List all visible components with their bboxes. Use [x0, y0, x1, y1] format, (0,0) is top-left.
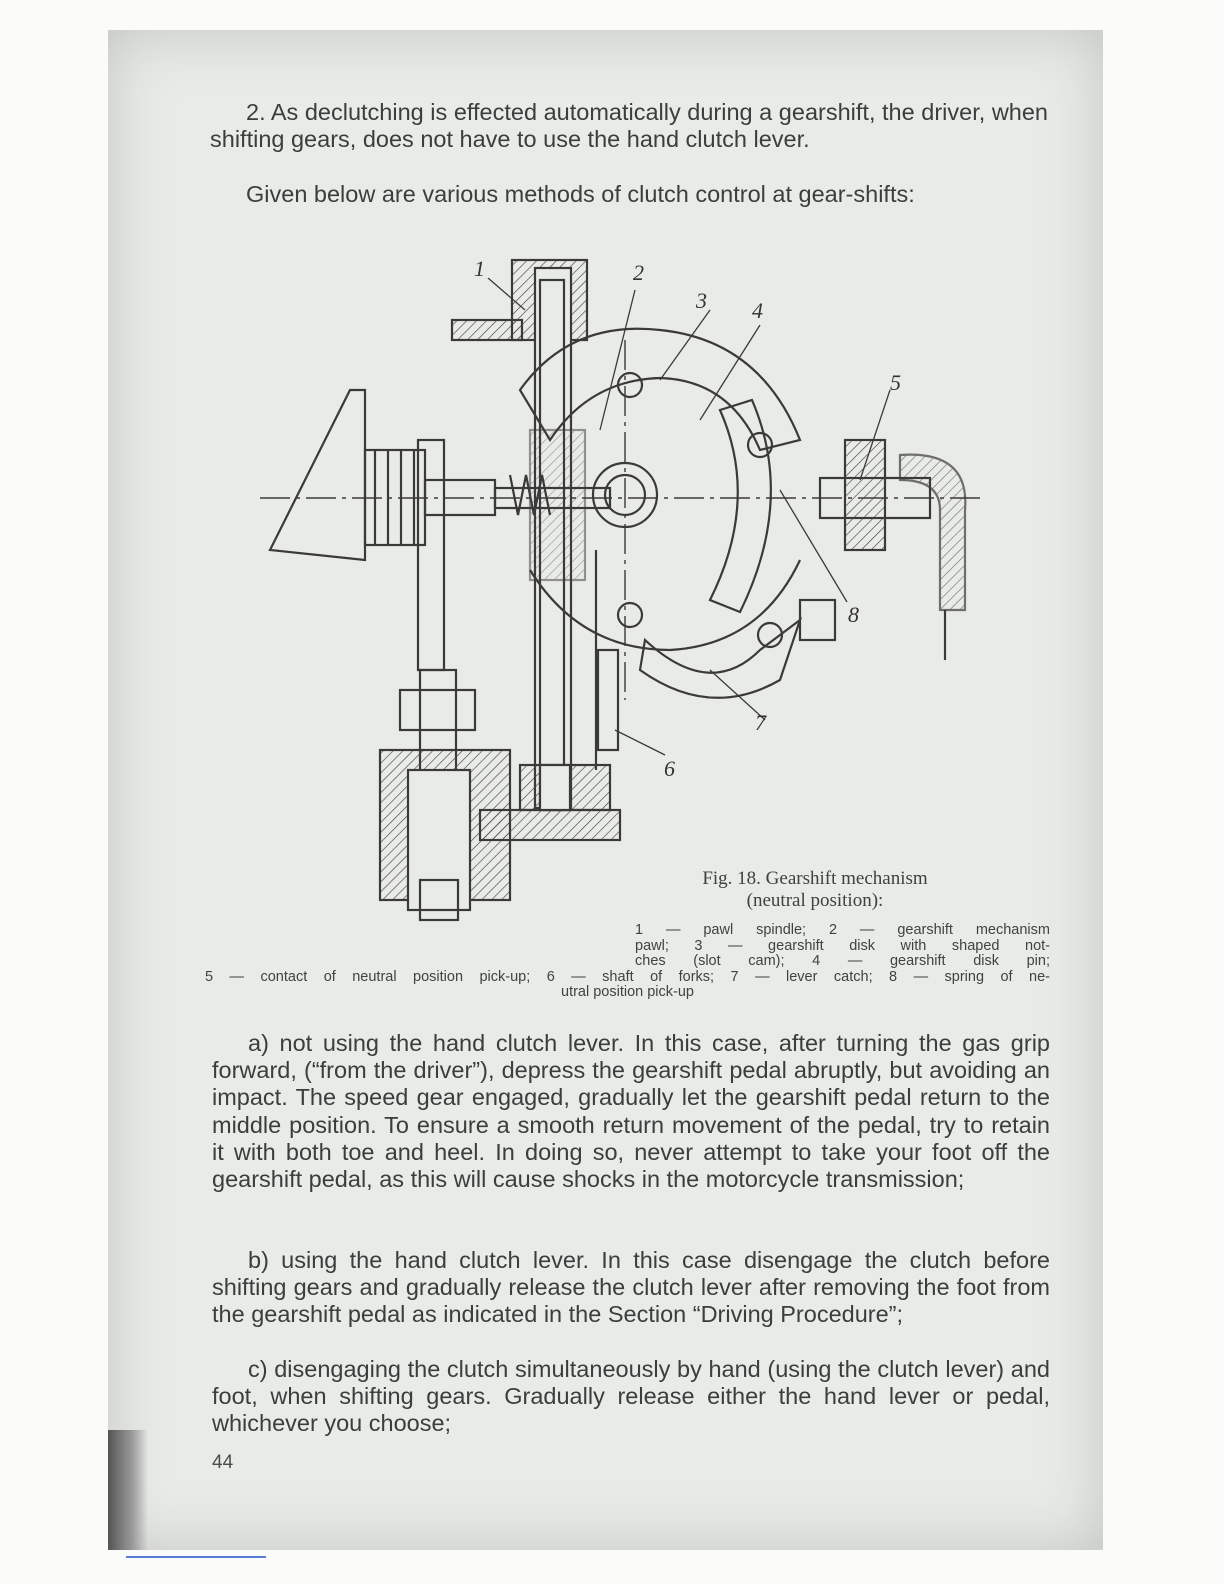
callout-7: 7 [755, 710, 766, 735]
callout-1: 1 [474, 256, 485, 281]
callout-3: 3 [696, 288, 707, 313]
callout-6: 6 [664, 756, 675, 781]
figure-caption-line-2: (neutral position): [746, 890, 884, 911]
page-shadow [108, 1430, 148, 1550]
paragraph-methods-intro [210, 181, 1048, 208]
gearshift-mechanism-figure [240, 250, 1000, 940]
paragraph-declutching [210, 99, 1048, 153]
paragraph-method-b [212, 1247, 1050, 1329]
legend-line: pawl; 3 — gearshift disk with shaped not- [635, 937, 1050, 954]
paragraph-method-c-text: c) disengaging the clutch simultaneously by hand (using the clutch lever) and foot, when shifting gears. Gradually release either the hand lever or pedal, whichever you choose; [212, 1356, 1050, 1437]
callout-2: 2 [633, 260, 644, 285]
callout-5: 5 [890, 370, 901, 395]
figure-caption-line-1: Fig. 18. Gearshift mechanism [702, 868, 928, 889]
paragraph-declutching-text: 2. As declutching is effected automatically during a gearshift, the driver, when shifting gears, does not have to use the hand clutch lever. [210, 99, 1048, 153]
legend-line: utral position pick-up [561, 984, 694, 1000]
drawing-linework [260, 260, 980, 920]
legend-line: 1 — pawl spindle; 2 — gearshift mechanism [635, 922, 1050, 938]
legend-line: ches (slot cam); 4 — gearshift disk pin; [635, 953, 1050, 969]
callout-4: 4 [752, 298, 763, 323]
legend-line: 5 — contact of neutral position pick-up; 6 — shaft of forks; 7 — lever catch; 8 — spring of ne- [205, 968, 1050, 985]
paragraph-method-a-text: a) not using the hand clutch lever. In this case, after turning the gas grip forward, (“from the driver”), depress the gearshift pedal abruptly, but avoiding an impact. The speed gear engaged, gradually let the gearshift pedal return to the middle position. To ensure a smooth return movement of the pedal, try to retain it with both toe and heel. In doing so, never attempt to take your foot off the gearshift pedal, as this will cause shocks in the motorcycle transmission; [212, 1030, 1050, 1193]
paragraph-method-b-text: b) using the hand clutch lever. In this case disengage the clutch before shifting gears and gradually release the clutch lever after removing the foot from the gearshift pedal as indicated in the Section “Driving Procedure”; [212, 1247, 1050, 1328]
bottom-rule [126, 1556, 266, 1558]
paragraph-method-c [212, 1356, 1050, 1438]
figure-legend [205, 923, 1050, 1001]
page-number: 44 [212, 1452, 234, 1473]
paragraph-methods-intro-text: Given below are various methods of clutch control at gear-shifts: [246, 181, 915, 207]
paragraph-method-a [212, 1030, 1050, 1193]
figure-caption-title [600, 868, 1030, 912]
callout-8: 8 [848, 602, 859, 627]
